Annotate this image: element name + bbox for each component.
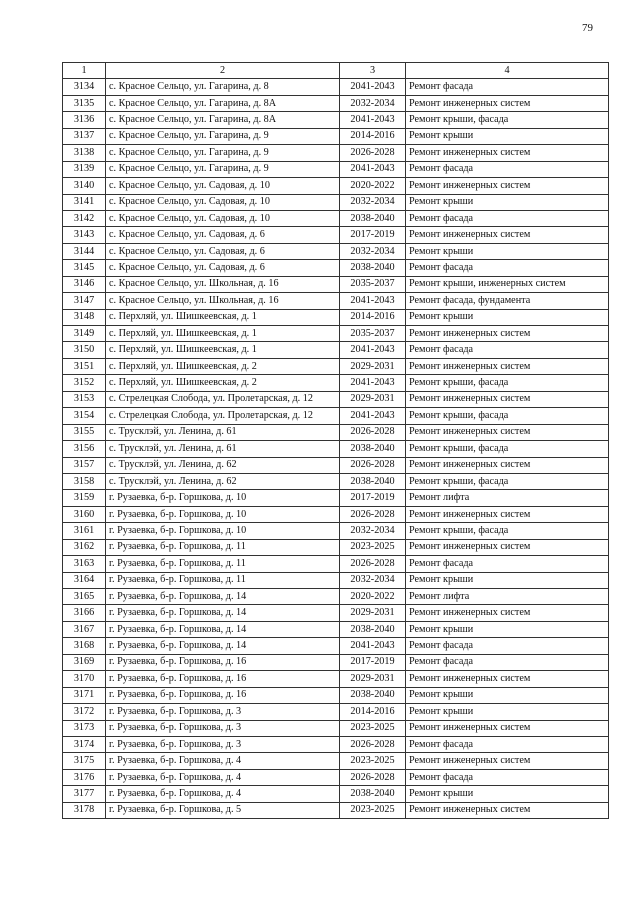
address-cell: с. Трусклэй, ул. Ленина, д. 61 — [106, 441, 340, 457]
table-row — [63, 243, 609, 259]
period-cell: 2026-2028 — [340, 424, 406, 440]
row-number: 3148 — [63, 309, 106, 325]
row-number: 3139 — [63, 161, 106, 177]
work-type-cell: Ремонт фасада — [406, 260, 609, 276]
row-number: 3136 — [63, 112, 106, 128]
address-cell: г. Рузаевка, б-р. Горшкова, д. 14 — [106, 638, 340, 654]
table-row — [63, 490, 609, 506]
row-number: 3162 — [63, 539, 106, 555]
row-number: 3175 — [63, 753, 106, 769]
header-col-period: 3 — [340, 63, 406, 79]
work-type-cell: Ремонт инженерных систем — [406, 424, 609, 440]
row-number: 3168 — [63, 638, 106, 654]
address-cell: г. Рузаевка, б-р. Горшкова, д. 14 — [106, 589, 340, 605]
header-col-number: 1 — [63, 63, 106, 79]
table-row — [63, 391, 609, 407]
row-number: 3166 — [63, 605, 106, 621]
table-row — [63, 128, 609, 144]
address-cell: г. Рузаевка, б-р. Горшкова, д. 10 — [106, 490, 340, 506]
row-number: 3174 — [63, 736, 106, 752]
period-cell: 2041-2043 — [340, 342, 406, 358]
work-type-cell: Ремонт инженерных систем — [406, 95, 609, 111]
period-cell: 2041-2043 — [340, 408, 406, 424]
row-number: 3178 — [63, 802, 106, 818]
work-type-cell: Ремонт лифта — [406, 490, 609, 506]
table-row — [63, 326, 609, 342]
period-cell: 2041-2043 — [340, 161, 406, 177]
table-row — [63, 408, 609, 424]
work-type-cell: Ремонт крыши, инженерных систем — [406, 276, 609, 292]
row-number: 3157 — [63, 457, 106, 473]
period-cell: 2023-2025 — [340, 539, 406, 555]
row-number: 3152 — [63, 375, 106, 391]
table-row — [63, 506, 609, 522]
address-cell: г. Рузаевка, б-р. Горшкова, д. 4 — [106, 786, 340, 802]
row-number: 3151 — [63, 358, 106, 374]
address-cell: с. Красное Сельцо, ул. Садовая, д. 6 — [106, 227, 340, 243]
work-type-cell: Ремонт инженерных систем — [406, 753, 609, 769]
work-type-cell: Ремонт крыши — [406, 128, 609, 144]
row-number: 3169 — [63, 654, 106, 670]
work-type-cell: Ремонт фасада — [406, 638, 609, 654]
table-header — [63, 63, 609, 79]
period-cell: 2017-2019 — [340, 227, 406, 243]
row-number: 3160 — [63, 506, 106, 522]
table-row — [63, 79, 609, 95]
period-cell: 2020-2022 — [340, 178, 406, 194]
work-type-cell: Ремонт крыши — [406, 309, 609, 325]
address-cell: с. Красное Сельцо, ул. Гагарина, д. 9 — [106, 161, 340, 177]
period-cell: 2026-2028 — [340, 556, 406, 572]
work-type-cell: Ремонт фасада — [406, 556, 609, 572]
table-row — [63, 95, 609, 111]
address-cell: с. Трусклэй, ул. Ленина, д. 62 — [106, 457, 340, 473]
address-cell: с. Перхляй, ул. Шишкеевская, д. 1 — [106, 309, 340, 325]
work-type-cell: Ремонт фасада — [406, 161, 609, 177]
row-number: 3137 — [63, 128, 106, 144]
address-cell: г. Рузаевка, б-р. Горшкова, д. 11 — [106, 556, 340, 572]
address-cell: г. Рузаевка, б-р. Горшкова, д. 14 — [106, 621, 340, 637]
row-number: 3164 — [63, 572, 106, 588]
table-row — [63, 572, 609, 588]
row-number: 3144 — [63, 243, 106, 259]
header-col-work: 4 — [406, 63, 609, 79]
row-number: 3163 — [63, 556, 106, 572]
work-type-cell: Ремонт инженерных систем — [406, 391, 609, 407]
period-cell: 2038-2040 — [340, 687, 406, 703]
address-cell: г. Рузаевка, б-р. Горшкова, д. 3 — [106, 736, 340, 752]
table-row — [63, 145, 609, 161]
work-type-cell: Ремонт крыши — [406, 704, 609, 720]
header-row — [63, 63, 609, 79]
row-number: 3155 — [63, 424, 106, 440]
row-number: 3176 — [63, 769, 106, 785]
address-cell: г. Рузаевка, б-р. Горшкова, д. 5 — [106, 802, 340, 818]
address-cell: г. Рузаевка, б-р. Горшкова, д. 16 — [106, 687, 340, 703]
period-cell: 2026-2028 — [340, 145, 406, 161]
row-number: 3134 — [63, 79, 106, 95]
row-number: 3161 — [63, 523, 106, 539]
row-number: 3173 — [63, 720, 106, 736]
work-type-cell: Ремонт крыши — [406, 572, 609, 588]
table-row — [63, 457, 609, 473]
period-cell: 2038-2040 — [340, 210, 406, 226]
row-number: 3158 — [63, 473, 106, 489]
work-type-cell: Ремонт фасада — [406, 736, 609, 752]
page-number: 79 — [582, 22, 593, 34]
period-cell: 2032-2034 — [340, 523, 406, 539]
work-type-cell: Ремонт инженерных систем — [406, 145, 609, 161]
row-number: 3150 — [63, 342, 106, 358]
address-cell: с. Красное Сельцо, ул. Садовая, д. 6 — [106, 260, 340, 276]
period-cell: 2014-2016 — [340, 704, 406, 720]
address-cell: с. Трусклэй, ул. Ленина, д. 61 — [106, 424, 340, 440]
period-cell: 2041-2043 — [340, 79, 406, 95]
address-cell: г. Рузаевка, б-р. Горшкова, д. 4 — [106, 769, 340, 785]
row-number: 3167 — [63, 621, 106, 637]
address-cell: с. Красное Сельцо, ул. Гагарина, д. 8 — [106, 79, 340, 95]
address-cell: г. Рузаевка, б-р. Горшкова, д. 11 — [106, 572, 340, 588]
work-type-cell: Ремонт крыши, фасада — [406, 112, 609, 128]
period-cell: 2035-2037 — [340, 276, 406, 292]
table-row — [63, 260, 609, 276]
period-cell: 2038-2040 — [340, 786, 406, 802]
period-cell: 2041-2043 — [340, 112, 406, 128]
table-row — [63, 441, 609, 457]
period-cell: 2014-2016 — [340, 128, 406, 144]
address-cell: с. Красное Сельцо, ул. Садовая, д. 6 — [106, 243, 340, 259]
period-cell: 2038-2040 — [340, 621, 406, 637]
period-cell: 2041-2043 — [340, 293, 406, 309]
work-type-cell: Ремонт крыши, фасада — [406, 375, 609, 391]
table-row — [63, 473, 609, 489]
row-number: 3159 — [63, 490, 106, 506]
work-type-cell: Ремонт крыши, фасада — [406, 473, 609, 489]
work-type-cell: Ремонт инженерных систем — [406, 605, 609, 621]
row-number: 3142 — [63, 210, 106, 226]
address-cell: г. Рузаевка, б-р. Горшкова, д. 11 — [106, 539, 340, 555]
row-number: 3165 — [63, 589, 106, 605]
period-cell: 2014-2016 — [340, 309, 406, 325]
table-row — [63, 276, 609, 292]
address-cell: г. Рузаевка, б-р. Горшкова, д. 4 — [106, 753, 340, 769]
work-type-cell: Ремонт крыши — [406, 243, 609, 259]
period-cell: 2041-2043 — [340, 638, 406, 654]
table-row — [63, 227, 609, 243]
row-number: 3146 — [63, 276, 106, 292]
period-cell: 2029-2031 — [340, 391, 406, 407]
work-type-cell: Ремонт инженерных систем — [406, 506, 609, 522]
work-type-cell: Ремонт инженерных систем — [406, 358, 609, 374]
table-row — [63, 161, 609, 177]
row-number: 3172 — [63, 704, 106, 720]
table-row — [63, 424, 609, 440]
table-row — [63, 769, 609, 785]
address-cell: г. Рузаевка, б-р. Горшкова, д. 16 — [106, 671, 340, 687]
work-type-cell: Ремонт фасада — [406, 654, 609, 670]
row-number: 3138 — [63, 145, 106, 161]
work-type-cell: Ремонт инженерных систем — [406, 457, 609, 473]
table-row — [63, 556, 609, 572]
work-type-cell: Ремонт фасада — [406, 342, 609, 358]
table-row — [63, 194, 609, 210]
row-number: 3140 — [63, 178, 106, 194]
work-type-cell: Ремонт инженерных систем — [406, 720, 609, 736]
address-cell: с. Перхляй, ул. Шишкеевская, д. 2 — [106, 375, 340, 391]
table-row — [63, 358, 609, 374]
address-cell: с. Красное Сельцо, ул. Садовая, д. 10 — [106, 178, 340, 194]
work-type-cell: Ремонт инженерных систем — [406, 671, 609, 687]
address-cell: с. Красное Сельцо, ул. Садовая, д. 10 — [106, 210, 340, 226]
table-row — [63, 621, 609, 637]
row-number: 3154 — [63, 408, 106, 424]
table-row — [63, 720, 609, 736]
work-type-cell: Ремонт инженерных систем — [406, 227, 609, 243]
address-cell: с. Красное Сельцо, ул. Гагарина, д. 8А — [106, 95, 340, 111]
table-row — [63, 802, 609, 818]
address-cell: г. Рузаевка, б-р. Горшкова, д. 3 — [106, 704, 340, 720]
work-type-cell: Ремонт лифта — [406, 589, 609, 605]
period-cell: 2038-2040 — [340, 473, 406, 489]
table-row — [63, 523, 609, 539]
address-cell: г. Рузаевка, б-р. Горшкова, д. 14 — [106, 605, 340, 621]
period-cell: 2023-2025 — [340, 802, 406, 818]
row-number: 3141 — [63, 194, 106, 210]
period-cell: 2023-2025 — [340, 720, 406, 736]
table-row — [63, 309, 609, 325]
period-cell: 2038-2040 — [340, 260, 406, 276]
row-number: 3153 — [63, 391, 106, 407]
row-number: 3147 — [63, 293, 106, 309]
period-cell: 2029-2031 — [340, 605, 406, 621]
address-cell: г. Рузаевка, б-р. Горшкова, д. 10 — [106, 506, 340, 522]
work-type-cell: Ремонт крыши — [406, 194, 609, 210]
period-cell: 2026-2028 — [340, 506, 406, 522]
repair-schedule-table — [62, 62, 609, 819]
table-row — [63, 539, 609, 555]
address-cell: с. Красное Сельцо, ул. Гагарина, д. 9 — [106, 145, 340, 161]
period-cell: 2032-2034 — [340, 243, 406, 259]
table-row — [63, 638, 609, 654]
period-cell: 2029-2031 — [340, 671, 406, 687]
address-cell: г. Рузаевка, б-р. Горшкова, д. 16 — [106, 654, 340, 670]
table-row — [63, 112, 609, 128]
period-cell: 2038-2040 — [340, 441, 406, 457]
work-type-cell: Ремонт фасада — [406, 79, 609, 95]
work-type-cell: Ремонт инженерных систем — [406, 178, 609, 194]
work-type-cell: Ремонт крыши, фасада — [406, 408, 609, 424]
address-cell: с. Красное Сельцо, ул. Гагарина, д. 8А — [106, 112, 340, 128]
period-cell: 2026-2028 — [340, 457, 406, 473]
table-row — [63, 736, 609, 752]
row-number: 3177 — [63, 786, 106, 802]
table-row — [63, 605, 609, 621]
work-type-cell: Ремонт крыши — [406, 621, 609, 637]
row-number: 3171 — [63, 687, 106, 703]
period-cell: 2032-2034 — [340, 95, 406, 111]
period-cell: 2023-2025 — [340, 753, 406, 769]
work-type-cell: Ремонт инженерных систем — [406, 802, 609, 818]
address-cell: с. Красное Сельцо, ул. Садовая, д. 10 — [106, 194, 340, 210]
period-cell: 2020-2022 — [340, 589, 406, 605]
row-number: 3145 — [63, 260, 106, 276]
period-cell: 2029-2031 — [340, 358, 406, 374]
row-number: 3149 — [63, 326, 106, 342]
row-number: 3143 — [63, 227, 106, 243]
address-cell: с. Красное Сельцо, ул. Гагарина, д. 9 — [106, 128, 340, 144]
address-cell: с. Перхляй, ул. Шишкеевская, д. 1 — [106, 326, 340, 342]
table-row — [63, 293, 609, 309]
work-type-cell: Ремонт фасада — [406, 769, 609, 785]
period-cell: 2035-2037 — [340, 326, 406, 342]
period-cell: 2032-2034 — [340, 572, 406, 588]
address-cell: с. Красное Сельцо, ул. Школьная, д. 16 — [106, 276, 340, 292]
table-body — [63, 79, 609, 819]
table-row — [63, 210, 609, 226]
work-type-cell: Ремонт фасада, фундамента — [406, 293, 609, 309]
table-row — [63, 704, 609, 720]
table-row — [63, 687, 609, 703]
table-row — [63, 375, 609, 391]
address-cell: с. Перхляй, ул. Шишкеевская, д. 2 — [106, 358, 340, 374]
address-cell: с. Стрелецкая Слобода, ул. Пролетарская, д. 12 — [106, 391, 340, 407]
address-cell: с. Перхляй, ул. Шишкеевская, д. 1 — [106, 342, 340, 358]
period-cell: 2041-2043 — [340, 375, 406, 391]
address-cell: с. Красное Сельцо, ул. Школьная, д. 16 — [106, 293, 340, 309]
row-number: 3156 — [63, 441, 106, 457]
address-cell: с. Стрелецкая Слобода, ул. Пролетарская, д. 12 — [106, 408, 340, 424]
table-row — [63, 753, 609, 769]
work-type-cell: Ремонт фасада — [406, 210, 609, 226]
row-number: 3135 — [63, 95, 106, 111]
table-row — [63, 654, 609, 670]
table-row — [63, 589, 609, 605]
table-row — [63, 786, 609, 802]
work-type-cell: Ремонт инженерных систем — [406, 326, 609, 342]
work-type-cell: Ремонт крыши — [406, 687, 609, 703]
address-cell: с. Трусклэй, ул. Ленина, д. 62 — [106, 473, 340, 489]
work-type-cell: Ремонт крыши — [406, 786, 609, 802]
header-col-address: 2 — [106, 63, 340, 79]
address-cell: г. Рузаевка, б-р. Горшкова, д. 3 — [106, 720, 340, 736]
work-type-cell: Ремонт инженерных систем — [406, 539, 609, 555]
address-cell: г. Рузаевка, б-р. Горшкова, д. 10 — [106, 523, 340, 539]
period-cell: 2017-2019 — [340, 654, 406, 670]
work-type-cell: Ремонт крыши, фасада — [406, 523, 609, 539]
work-type-cell: Ремонт крыши, фасада — [406, 441, 609, 457]
period-cell: 2026-2028 — [340, 736, 406, 752]
table-row — [63, 671, 609, 687]
table-row — [63, 342, 609, 358]
period-cell: 2032-2034 — [340, 194, 406, 210]
row-number: 3170 — [63, 671, 106, 687]
period-cell: 2017-2019 — [340, 490, 406, 506]
period-cell: 2026-2028 — [340, 769, 406, 785]
table-row — [63, 178, 609, 194]
